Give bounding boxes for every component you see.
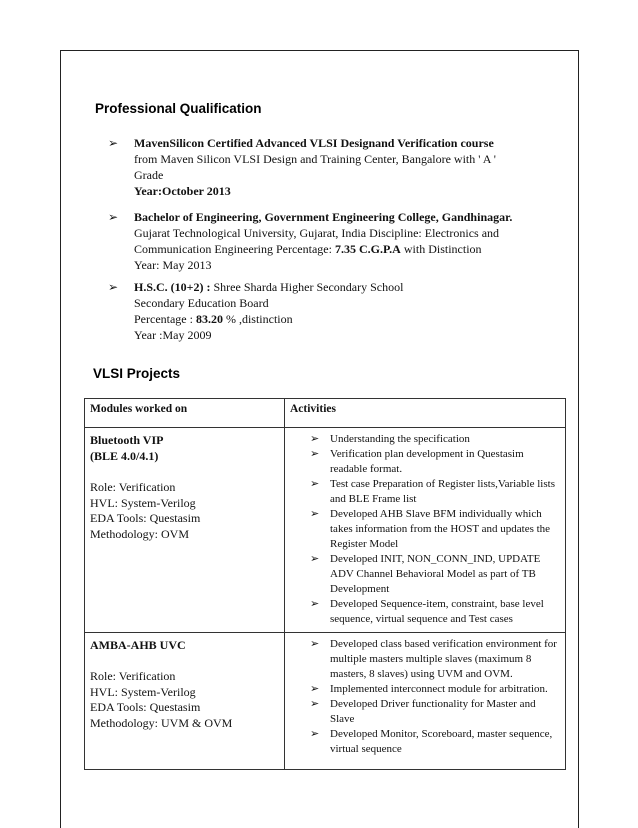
project-role: Role: Verification — [90, 669, 176, 683]
project-methodology: Methodology: UVM & OVM — [90, 715, 233, 730]
qualification-year: Year: May 2013 — [134, 258, 212, 272]
module-cell — [85, 633, 285, 770]
list-item: ➢ Developed Monitor, Scoreboard, master sequence, virtual sequence — [310, 728, 553, 755]
bullet-arrow-icon: ➢ — [108, 136, 119, 150]
bullet-arrow-icon: ➢ — [108, 210, 119, 224]
list-item: ➢ Developed AHB Slave BFM individually which takes information from the HOST and updates the Register Model — [310, 508, 551, 550]
qualification-line: Communication Engineering Percentage: 7.35 C.G.P.A with Distinction — [134, 242, 482, 256]
qualification-year: Year:October 2013 — [134, 184, 231, 198]
project-eda-tools: EDA Tools: Questasim — [90, 511, 201, 525]
bullet-arrow-icon: ➢ — [310, 478, 320, 490]
project-hvl: HVL: System-Verilog — [90, 495, 196, 510]
list-item: ➢ Implemented interconnect module for arbitration. — [310, 683, 548, 695]
qualification-line: Secondary Education Board — [134, 296, 269, 310]
list-item: ➢ Verification plan development in Questasim readable format. — [310, 448, 524, 475]
professional-qualification-heading: Professional Qualification — [95, 101, 262, 116]
project-title: Bluetooth VIP — [90, 433, 164, 447]
project-role: Role: Verification — [90, 480, 176, 494]
activities-cell — [285, 428, 566, 633]
list-item: ➢ Developed Sequence-item, constraint, base level sequence, virtual sequence and Test cases — [310, 598, 544, 625]
qualification-item — [108, 135, 548, 199]
list-item: ➢ Developed class based verification environment for multiple masters multiple slaves (maximum 8 masters, 8 slaves) using UVM and OVM. — [310, 638, 557, 680]
vlsi-projects-heading: VLSI Projects — [93, 366, 181, 381]
table-header-activities: Activities — [285, 399, 566, 428]
qualification-item — [108, 279, 548, 343]
list-item: ➢ Understanding the specification — [310, 433, 470, 445]
percentage-value: 83.20 — [195, 312, 223, 326]
bullet-arrow-icon: ➢ — [310, 553, 320, 565]
bullet-arrow-icon: ➢ — [108, 280, 119, 294]
qualification-line: Gujarat Technological University, Gujarat, India Discipline: Electronics and — [134, 226, 500, 240]
table-header-modules: Modules worked on — [85, 399, 285, 428]
qualification-item — [108, 209, 548, 273]
list-item: ➢ Developed Driver functionality for Master and Slave — [310, 698, 536, 725]
bullet-arrow-icon: ➢ — [310, 508, 320, 520]
project-methodology: Methodology: OVM — [90, 526, 189, 541]
qualification-title: H.S.C. (10+2) : — [134, 280, 211, 294]
table-row — [85, 633, 566, 770]
bullet-arrow-icon: ➢ — [310, 448, 320, 460]
bullet-arrow-icon: ➢ — [310, 433, 320, 445]
bullet-arrow-icon: ➢ — [310, 683, 320, 695]
table-row — [85, 428, 566, 633]
qualification-title: Bachelor of Engineering, Government Engineering College, Gandhinagar. — [134, 210, 513, 224]
table-header-row — [85, 399, 566, 428]
project-title: AMBA-AHB UVC — [90, 638, 186, 652]
qualification-school: Shree Sharda Higher Secondary School — [210, 280, 404, 294]
qualification-line: Percentage : 83.20 % ,distinction — [134, 312, 293, 326]
qualification-line: Grade — [134, 168, 164, 182]
bullet-arrow-icon: ➢ — [310, 728, 320, 740]
activities-cell — [285, 633, 566, 770]
project-subtitle: (BLE 4.0/4.1) — [90, 449, 159, 463]
project-hvl: HVL: System-Verilog — [90, 684, 196, 699]
bullet-arrow-icon: ➢ — [310, 598, 320, 610]
list-item: ➢ Developed INIT, NON_CONN_IND, UPDATE ADV Channel Behavioral Model as part of TB Development — [310, 553, 541, 595]
qualification-title: MavenSilicon Certified Advanced VLSI Designand Verification course — [134, 136, 494, 150]
bullet-arrow-icon: ➢ — [310, 698, 320, 710]
module-cell — [85, 428, 285, 633]
projects-table — [84, 398, 566, 770]
percentage-value: 7.35 C.G.P.A — [334, 242, 401, 256]
project-eda-tools: EDA Tools: Questasim — [90, 700, 201, 714]
qualification-line: from Maven Silicon VLSI Design and Training Center, Bangalore with ' A ' — [134, 152, 496, 166]
bullet-arrow-icon: ➢ — [310, 638, 320, 650]
qualification-year: Year :May 2009 — [134, 328, 212, 342]
list-item: ➢ Test case Preparation of Register lists,Variable lists and BLE Frame list — [310, 478, 555, 505]
